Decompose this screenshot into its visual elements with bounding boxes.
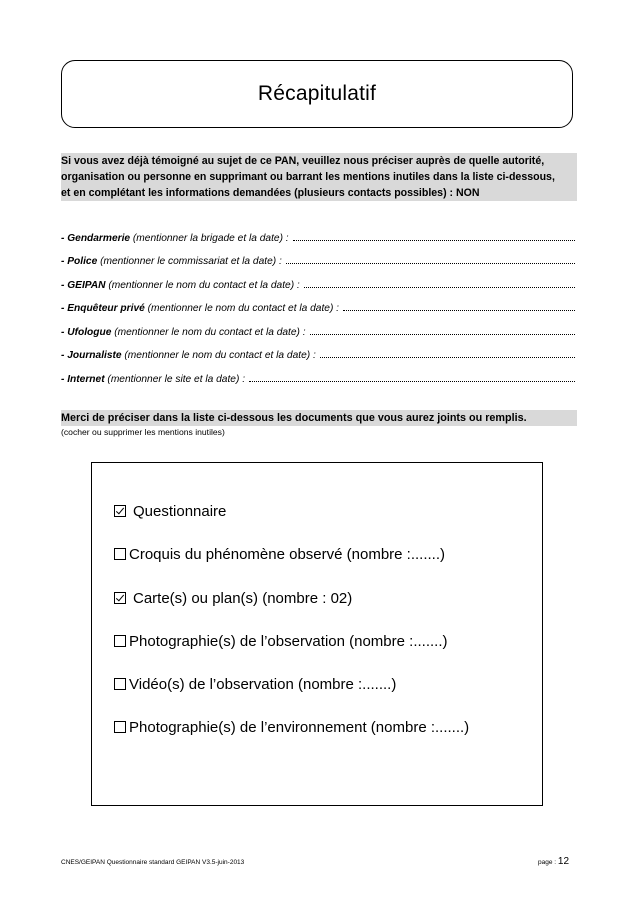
contact-row-journaliste[interactable] <box>61 338 575 362</box>
document-label: Photographie(s) de l’environnement (nombre :.......) <box>129 719 470 736</box>
contact-fill-line[interactable] <box>343 309 575 311</box>
contact-name: - GEIPAN <box>61 279 106 291</box>
document-item-cartes[interactable] <box>114 590 352 607</box>
document-item-photos-environnement[interactable] <box>114 719 469 736</box>
document-item-photos-observation[interactable] <box>114 633 448 650</box>
contact-row-ufologue[interactable] <box>61 314 575 338</box>
contact-row-police[interactable] <box>61 244 575 268</box>
document-label: Questionnaire <box>133 503 227 520</box>
contact-fill-line[interactable] <box>249 380 575 382</box>
contact-name: - Enquêteur privé <box>61 303 145 314</box>
contact-name: - Internet <box>61 373 105 385</box>
document-item-videos[interactable] <box>114 676 396 693</box>
contact-row-geipan[interactable] <box>61 267 575 291</box>
intro-paragraph <box>61 153 577 201</box>
contact-name: - Ufologue <box>61 326 112 338</box>
contact-name: - Journaliste <box>61 350 122 361</box>
contact-note: (mentionner le nom du contact et la date) : <box>121 350 316 361</box>
checkbox-checked[interactable] <box>114 592 126 604</box>
documents-heading-block <box>61 410 577 438</box>
contact-fill-line[interactable] <box>293 239 575 241</box>
document-label: Photographie(s) de l’observation (nombre :.......) <box>129 633 448 650</box>
contact-fill-line[interactable] <box>320 356 575 358</box>
contact-fill-line[interactable] <box>286 262 575 264</box>
contact-name: - Gendarmerie <box>61 232 131 244</box>
page-number: 12 <box>557 856 570 867</box>
documents-subheading: (cocher ou supprimer les mentions inutiles) <box>61 427 225 437</box>
document-label: Vidéo(s) de l’observation (nombre :.......) <box>129 676 397 693</box>
title-box <box>61 60 573 128</box>
document-label: Carte(s) ou plan(s) (nombre : 02) <box>133 590 353 607</box>
contact-list <box>61 220 575 385</box>
footer-page-number <box>538 856 569 867</box>
contact-note: (mentionner le nom du contact et la date) : <box>111 326 306 338</box>
contact-note: (mentionner le site et la date) : <box>104 373 246 385</box>
intro-line: organisation ou personne en supprimant ou barrant les mentions inutiles dans la liste ci-dessous, <box>61 169 577 185</box>
document-item-croquis[interactable] <box>114 546 445 563</box>
footer-document-reference: CNES/GEIPAN Questionnaire standard GEIPAN V3.5-juin-2013 <box>61 859 245 866</box>
intro-line: Si vous avez déjà témoigné au sujet de ce PAN, veuillez nous préciser auprès de quelle autorité, <box>61 153 577 169</box>
contact-fill-line[interactable] <box>310 333 575 335</box>
checkbox[interactable] <box>114 548 126 560</box>
page-title: Récapitulatif <box>257 82 377 105</box>
checkbox[interactable] <box>114 721 126 733</box>
contact-fill-line[interactable] <box>304 286 575 288</box>
documents-heading: Merci de préciser dans la liste ci-dessous les documents que vous aurez joints ou remplis. <box>61 410 577 426</box>
checkbox[interactable] <box>114 635 126 647</box>
documents-checklist-box <box>91 462 543 806</box>
contact-row-gendarmerie[interactable] <box>61 220 575 244</box>
contact-name: - Police <box>61 256 98 267</box>
checkbox-checked[interactable] <box>114 505 126 517</box>
contact-note: (mentionner le commissariat et la date) : <box>97 256 282 267</box>
checkbox[interactable] <box>114 678 126 690</box>
page-label: page : <box>538 859 558 866</box>
contact-note: (mentionner le nom du contact et la date) : <box>105 279 300 291</box>
contact-note: (mentionner le nom du contact et la date) : <box>144 303 340 314</box>
document-label: Croquis du phénomène observé (nombre :.......) <box>129 546 445 563</box>
document-item-questionnaire[interactable] <box>114 503 226 520</box>
intro-line: et en complétant les informations demandées (plusieurs contacts possibles) : NON <box>61 185 577 201</box>
contact-note: (mentionner la brigade et la date) : <box>130 232 289 244</box>
contact-row-internet[interactable] <box>61 361 575 385</box>
contact-row-enqueteur[interactable] <box>61 291 575 315</box>
